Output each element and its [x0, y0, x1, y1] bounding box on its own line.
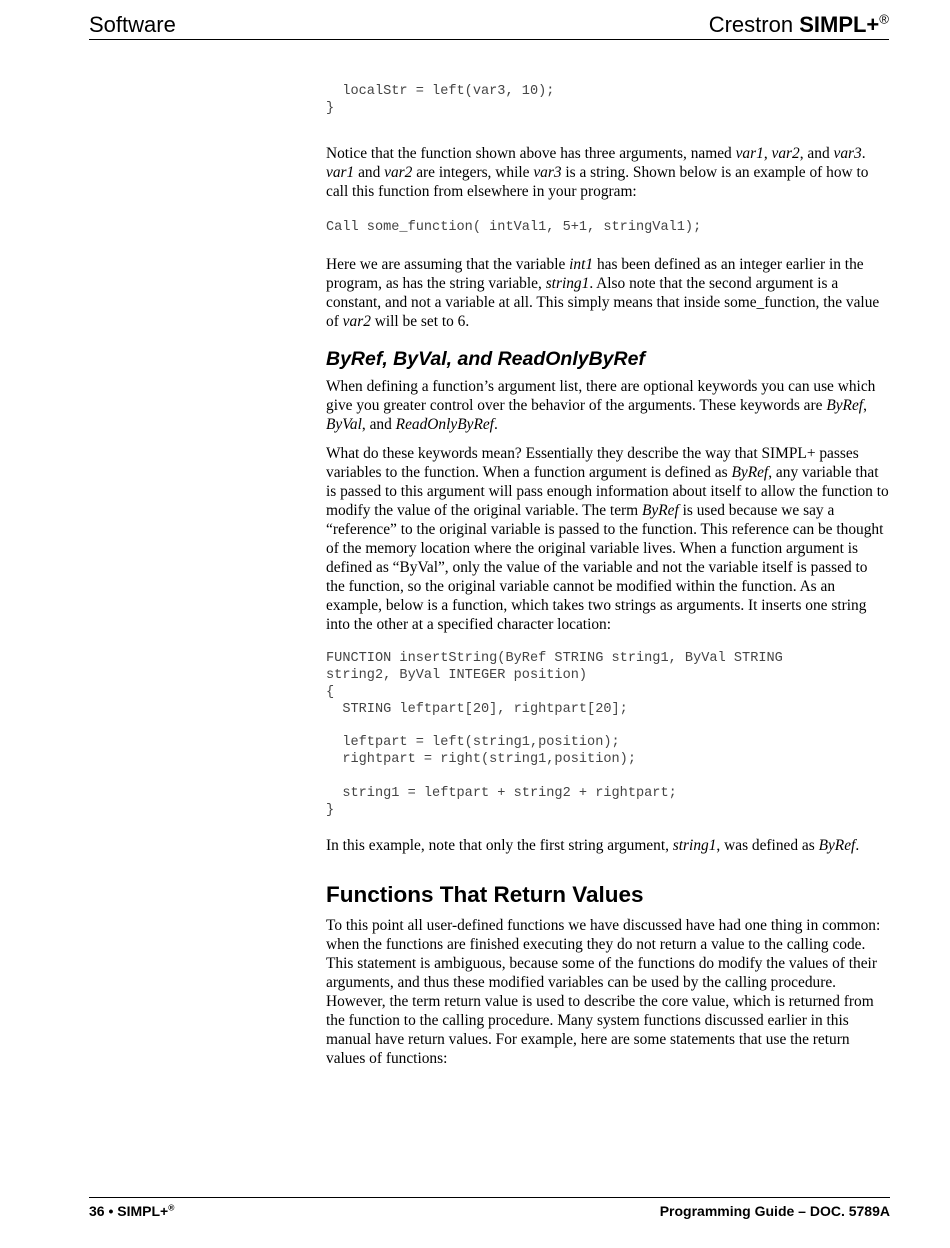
code-block-insertstring: FUNCTION insertString(ByRef STRING string1, ByVal STRING string2, ByVal INTEGER position) { STRING leftpart[20], rightpart[20]; leftpart = left(string1,position); rightpart = right(string1,position); string1 = leftpart + string2 + rightpart; } [326, 651, 783, 818]
footer-doc-title: Programming Guide – DOC. 5789A [659, 1203, 890, 1219]
italic-term: string1 [672, 837, 717, 855]
text-run: To this point all user-defined functions we have discussed have had one thing in common: when the functions are finished executing they do not return a value to the calling code. This statement is ambiguous, because some of the functions do modify the values of their arguments, and thus these modified variables can be used by the calling procedure. However, the term return value is used to describe the core value, which is returned from the function to the calling procedure. Many system functions discussed earlier in this manual have return values. For example, here are some statements that use the return values of functions: [326, 917, 881, 1068]
header-section-title: Software [89, 12, 176, 37]
paragraph-return-values [326, 916, 890, 1068]
paragraph-keywords [326, 377, 890, 434]
code-block-1: localStr = left(var3, 10); } [326, 84, 555, 116]
italic-term: ByRef [731, 464, 769, 482]
italic-term: var2 [771, 144, 800, 162]
text-run: , [863, 397, 867, 415]
paragraph-example-note [326, 836, 890, 855]
text-run: , [763, 144, 772, 162]
heading-byref-byval: ByRef, ByVal, and ReadOnlyByRef [326, 348, 645, 371]
text-run: , was defined as [716, 837, 819, 855]
page-header [89, 9, 889, 40]
text-run: . [493, 416, 498, 434]
paragraph-keywords-meaning [326, 444, 890, 634]
italic-term: var3 [833, 144, 862, 162]
text-run: and [354, 163, 385, 181]
paragraph-arguments [326, 144, 890, 201]
text-run: is used because we say a “reference” to the original variable is passed to the function. This reference can be thought of the memory location where the original variable lives. When a function argument is defined as “ByVal”, only the value of the variable and not the variable itself is passed to the function, so the original variable cannot be modified within the function. As an example, below is a function, which takes two strings as arguments. It inserts one string into the other at a specified character location: [326, 502, 884, 634]
footer-page-number: 36 • SIMPL+® [89, 1202, 175, 1219]
text-run: Notice that the function shown above has three arguments, named [326, 144, 736, 162]
text-run: What do these keywords mean? Essentially they describe the way that SIMPL+ passes variables to the function. When a function argument is defined as [326, 445, 859, 482]
italic-term: var2 [384, 163, 413, 181]
text-run: When defining a function’s argument list, there are optional keywords you can use which give you greater control over the behavior of the arguments. These keywords are [326, 378, 876, 415]
italic-term: ReadOnlyByRef [395, 416, 494, 434]
italic-term: ByRef [818, 837, 856, 855]
text-run: . Also note that the second argument is a constant, and not a variable at all. This simply means that inside some_function, the value of [326, 275, 880, 331]
text-run: is a string. Shown below is an example of how to call this function from elsewhere in your program: [326, 163, 869, 200]
text-run: In this example, note that only the first string argument, [326, 837, 673, 855]
code-block-call: Call some_function( intVal1, 5+1, stringVal1); [326, 219, 702, 235]
heading-functions-return-values: Functions That Return Values [326, 882, 644, 908]
italic-term: var1 [735, 144, 764, 162]
text-run: , and [361, 416, 396, 434]
text-run: are integers, while [412, 163, 534, 181]
text-run: . [855, 837, 860, 855]
page-body [326, 84, 890, 1068]
page-footer [89, 1197, 890, 1222]
italic-term: var2 [342, 313, 371, 331]
italic-term: int1 [569, 256, 594, 274]
text-run: Here we are assuming that the variable [326, 256, 570, 274]
italic-term: ByRef [641, 502, 679, 520]
italic-term: ByRef [826, 397, 864, 415]
text-run: will be set to 6. [370, 313, 470, 331]
italic-term: string1 [545, 275, 590, 293]
paragraph-int1 [326, 255, 890, 331]
text-run: , and [799, 144, 834, 162]
italic-term: var1 [326, 163, 355, 181]
italic-term: ByVal [326, 416, 362, 434]
text-run: has been defined as an integer earlier in the program, as has the string variable, [326, 256, 864, 293]
header-product-title: Crestron SIMPL+® [708, 11, 889, 37]
text-run: , any variable that is passed to this argument will pass enough information about itself to allow the function to modify the value of the original variable. The term [326, 464, 889, 520]
italic-term: var3 [533, 163, 562, 181]
text-run: . [861, 144, 866, 162]
